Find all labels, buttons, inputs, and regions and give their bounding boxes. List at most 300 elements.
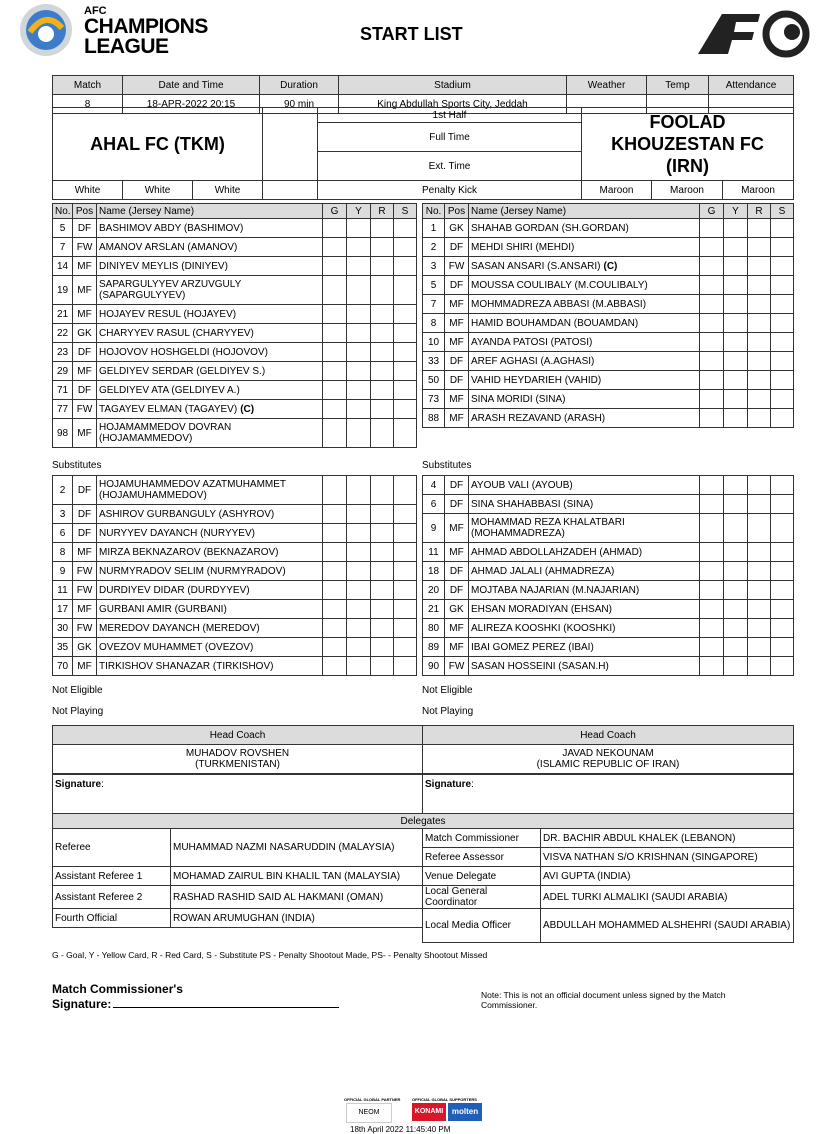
player-position: FW <box>445 257 469 276</box>
player-row <box>53 362 417 381</box>
period-full-time: Full Time <box>318 123 582 152</box>
player-position: DF <box>445 352 469 371</box>
player-name-cell <box>469 638 700 657</box>
home-team-name: AHAL FC (TKM) <box>53 108 263 181</box>
player-name-cell <box>97 638 323 657</box>
player-number: 2 <box>53 476 73 505</box>
player-row <box>53 581 417 600</box>
head-coach-table <box>52 725 794 774</box>
mc-signature-label <box>52 982 339 1012</box>
away-starters-table <box>422 203 794 428</box>
stat-yellow-cell <box>724 333 748 352</box>
home-score-box <box>263 108 318 181</box>
stat-goal-cell <box>323 343 347 362</box>
stat-red-cell <box>371 657 394 676</box>
stat-sub-cell <box>771 619 794 638</box>
cl-wordmark-small: AFC <box>84 5 107 17</box>
stat-sub-cell <box>394 657 417 676</box>
player-name-cell <box>97 657 323 676</box>
player-name-cell <box>469 333 700 352</box>
official-role-referee: Referee <box>53 829 171 867</box>
player-name-cell <box>97 600 323 619</box>
sponsor-neom-text: NEOM <box>358 1109 380 1116</box>
away-team-line2: KHOUZESTAN FC <box>611 134 764 154</box>
stat-red-cell <box>748 371 771 390</box>
player-position: MF <box>73 543 97 562</box>
player-name: HOJOVOV HOSHGELDI (HOJOVOV) <box>99 346 268 358</box>
official-role-ar1: Assistant Referee 1 <box>53 867 171 886</box>
player-position: FW <box>73 619 97 638</box>
stat-sub-cell <box>394 219 417 238</box>
stat-sub-cell <box>394 238 417 257</box>
player-row <box>423 219 794 238</box>
stat-yellow-cell <box>724 619 748 638</box>
stat-goal-cell <box>323 238 347 257</box>
stat-red-cell <box>748 295 771 314</box>
official-name-fourth: ROWAN ARUMUGHAN (INDIA) <box>171 909 423 928</box>
stat-sub-cell <box>771 257 794 276</box>
player-name: VAHID HEYDARIEH (VAHID) <box>471 374 602 386</box>
stat-sub-cell <box>394 524 417 543</box>
stat-goal-cell <box>700 390 724 409</box>
stat-goal-cell <box>323 400 347 419</box>
col-header: Pos <box>445 204 469 219</box>
stat-red-cell <box>371 419 394 448</box>
stat-yellow-cell <box>347 600 371 619</box>
stat-red-cell <box>748 514 771 543</box>
official-name-referee: MUHAMMAD NAZMI NASARUDDIN (MALAYSIA) <box>171 829 423 867</box>
cl-wordmark-line1: CHAMPIONS <box>84 15 208 38</box>
stat-red-cell <box>371 638 394 657</box>
player-number: 7 <box>423 295 445 314</box>
player-name: HOJAMAMMEDOV DOVRAN (HOJAMAMMEDOV) <box>99 422 232 444</box>
away-coach-country: (ISLAMIC REPUBLIC OF IRAN) <box>536 759 680 770</box>
col-header: G <box>700 204 724 219</box>
player-position: MF <box>445 543 469 562</box>
player-row <box>53 381 417 400</box>
sponsor-tag-supporters: OFFICIAL GLOBAL SUPPORTERS <box>412 1097 477 1102</box>
delegate-role-vd: Venue Delegate <box>423 867 541 886</box>
stat-red-cell <box>371 581 394 600</box>
stat-red-cell <box>748 600 771 619</box>
stat-yellow-cell <box>724 295 748 314</box>
player-name: SAPARGULYYEV ARZUVGULY (SAPARGULYYEV) <box>99 279 242 301</box>
player-name: AHMAD ABDOLLAHZADEH (AHMAD) <box>471 546 643 558</box>
stat-goal-cell <box>700 352 724 371</box>
home-subs-table <box>52 475 417 676</box>
player-position: MF <box>445 638 469 657</box>
player-position: MF <box>445 409 469 428</box>
stat-yellow-cell <box>724 409 748 428</box>
player-name-cell <box>469 409 700 428</box>
player-number: 80 <box>423 619 445 638</box>
player-name-cell <box>469 257 700 276</box>
player-position: GK <box>445 600 469 619</box>
player-name-cell <box>97 581 323 600</box>
stat-goal-cell <box>700 543 724 562</box>
player-number: 98 <box>53 419 73 448</box>
player-name-cell <box>97 419 323 448</box>
home-signature-cell[interactable]: Signature: <box>53 775 423 814</box>
away-head-coach <box>423 745 794 774</box>
player-position: MF <box>73 657 97 676</box>
mc-signature-field[interactable] <box>113 1007 339 1008</box>
player-row <box>53 419 417 448</box>
stat-red-cell <box>371 476 394 505</box>
official-role-ar2: Assistant Referee 2 <box>53 886 171 909</box>
player-row <box>53 400 417 419</box>
stat-yellow-cell <box>347 219 371 238</box>
sponsor-konami-text: KONAMI <box>414 1108 444 1115</box>
player-position: MF <box>73 276 97 305</box>
home-head-coach <box>53 745 423 774</box>
player-name: AMANOV ARSLAN (AMANOV) <box>99 241 238 253</box>
stat-yellow-cell <box>724 514 748 543</box>
player-name: GURBANI AMIR (GURBANI) <box>99 603 227 615</box>
player-position: DF <box>73 524 97 543</box>
afc-cl-logo <box>16 2 76 58</box>
player-row <box>423 543 794 562</box>
stat-goal-cell <box>700 514 724 543</box>
player-name: SINA MORIDI (SINA) <box>471 393 566 405</box>
delegates-empty-cell <box>53 928 423 943</box>
player-number: 35 <box>53 638 73 657</box>
stat-goal-cell <box>700 371 724 390</box>
player-name: DURDIYEV DIDAR (DURDYYEV) <box>99 584 250 596</box>
stat-red-cell <box>748 638 771 657</box>
stat-yellow-cell <box>347 400 371 419</box>
player-name: NURYYEV DAYANCH (NURYYEV) <box>99 527 255 539</box>
player-number: 11 <box>423 543 445 562</box>
col-header: Name (Jersey Name) <box>97 204 323 219</box>
stat-sub-cell <box>771 562 794 581</box>
player-position: MF <box>73 600 97 619</box>
player-number: 10 <box>423 333 445 352</box>
player-name: MIRZA BEKNAZAROV (BEKNAZAROV) <box>99 546 279 558</box>
stat-goal-cell <box>323 505 347 524</box>
stat-goal-cell <box>323 638 347 657</box>
player-position: MF <box>445 390 469 409</box>
player-number: 1 <box>423 219 445 238</box>
away-subs-table <box>422 475 794 676</box>
player-row <box>53 276 417 305</box>
player-name: TAGAYEV ELMAN (TAGAYEV) <box>99 403 238 415</box>
player-name: HOJAYEV RESUL (HOJAYEV) <box>99 308 237 320</box>
player-name: AYANDA PATOSI (PATOSI) <box>471 336 593 348</box>
player-position: GK <box>445 219 469 238</box>
player-number: 8 <box>423 314 445 333</box>
home-not-playing: Not Playing <box>52 706 104 717</box>
stat-yellow-cell <box>724 581 748 600</box>
stat-yellow-cell <box>347 505 371 524</box>
stat-sub-cell <box>394 543 417 562</box>
player-position: DF <box>445 562 469 581</box>
home-substitutes-label: Substitutes <box>52 460 102 471</box>
stat-yellow-cell <box>347 343 371 362</box>
stat-red-cell <box>371 362 394 381</box>
player-position: MF <box>445 314 469 333</box>
player-name-cell <box>469 219 700 238</box>
player-name: SASAN ANSARI (S.ANSARI) <box>471 260 601 272</box>
player-number: 3 <box>423 257 445 276</box>
delegate-role-mc: Match Commissioner <box>423 829 541 848</box>
stat-red-cell <box>371 219 394 238</box>
player-name: ASHIROV GURBANGULY (ASHYROV) <box>99 508 275 520</box>
stat-sub-cell <box>771 333 794 352</box>
player-name-cell <box>469 314 700 333</box>
home-starters-table <box>52 203 417 448</box>
stat-sub-cell <box>771 295 794 314</box>
player-number: 89 <box>423 638 445 657</box>
stat-goal-cell <box>700 619 724 638</box>
stat-sub-cell <box>771 409 794 428</box>
player-position: FW <box>73 238 97 257</box>
player-name-cell <box>97 543 323 562</box>
stat-sub-cell <box>394 381 417 400</box>
player-name: MOHAMMAD REZA KHALATBARI (MOHAMMADREZA) <box>471 517 625 539</box>
sponsor-konami-logo <box>412 1103 446 1121</box>
col-header: G <box>323 204 347 219</box>
stat-sub-cell <box>394 476 417 505</box>
player-position: MF <box>73 362 97 381</box>
stat-yellow-cell <box>724 638 748 657</box>
stat-sub-cell <box>394 257 417 276</box>
stat-sub-cell <box>394 600 417 619</box>
cl-wordmark-line2: LEAGUE <box>84 35 169 58</box>
delegate-name-vd: AVI GUPTA (INDIA) <box>541 867 794 886</box>
stat-yellow-cell <box>724 219 748 238</box>
stat-yellow-cell <box>347 381 371 400</box>
player-number: 2 <box>423 238 445 257</box>
player-number: 6 <box>53 524 73 543</box>
stat-red-cell <box>371 276 394 305</box>
player-name-cell <box>97 381 323 400</box>
player-row <box>423 371 794 390</box>
player-position: DF <box>445 238 469 257</box>
away-substitutes-label: Substitutes <box>422 460 472 471</box>
away-coach-name: JAVAD NEKOUNAM <box>562 748 654 759</box>
player-name-cell <box>469 352 700 371</box>
stat-goal-cell <box>323 276 347 305</box>
stat-yellow-cell <box>724 257 748 276</box>
away-team-line1: FOOLAD <box>649 112 726 132</box>
stat-yellow-cell <box>347 324 371 343</box>
player-row <box>423 476 794 495</box>
player-name: BASHIMOV ABDY (BASHIMOV) <box>99 222 244 234</box>
player-number: 19 <box>53 276 73 305</box>
away-signature-cell[interactable]: Signature: <box>423 775 794 814</box>
player-name: SINA SHAHABBASI (SINA) <box>471 498 594 510</box>
captain-badge: (C) <box>603 260 618 272</box>
stat-red-cell <box>371 381 394 400</box>
stat-goal-cell <box>700 219 724 238</box>
player-position: DF <box>73 381 97 400</box>
player-number: 22 <box>53 324 73 343</box>
stat-sub-cell <box>771 238 794 257</box>
mc-signature-line2: Signature: <box>52 997 112 1011</box>
player-name-cell <box>469 619 700 638</box>
col-header: R <box>371 204 394 219</box>
delegates-header: Delegates <box>53 814 794 829</box>
player-position: MF <box>445 514 469 543</box>
stat-red-cell <box>371 238 394 257</box>
player-number: 6 <box>423 495 445 514</box>
player-name-cell <box>97 505 323 524</box>
player-position: GK <box>73 638 97 657</box>
player-row <box>53 505 417 524</box>
stat-goal-cell <box>700 295 724 314</box>
stat-sub-cell <box>771 495 794 514</box>
home-kit-1: White <box>53 181 123 200</box>
stat-sub-cell <box>771 314 794 333</box>
player-row <box>53 343 417 362</box>
player-name: GELDIYEV SERDAR (GELDIYEV S.) <box>99 365 266 377</box>
col-header: Name (Jersey Name) <box>469 204 700 219</box>
player-row <box>423 409 794 428</box>
player-name: OVEZOV MUHAMMET (OVEZOV) <box>99 641 254 653</box>
player-name: NURMYRADOV SELIM (NURMYRADOV) <box>99 565 286 577</box>
player-position: DF <box>445 276 469 295</box>
player-number: 21 <box>423 600 445 619</box>
player-name: HOJAMUHAMMEDOV AZATMUHAMMET (HOJAMUHAMMEDOV) <box>99 479 286 501</box>
stat-yellow-cell <box>724 495 748 514</box>
stat-sub-cell <box>394 581 417 600</box>
player-number: 71 <box>53 381 73 400</box>
player-name: IBAI GOMEZ PEREZ (IBAI) <box>471 641 594 653</box>
player-row <box>423 257 794 276</box>
stat-yellow-cell <box>347 543 371 562</box>
away-kit-1: Maroon <box>582 181 652 200</box>
player-position: MF <box>445 295 469 314</box>
stat-yellow-cell <box>724 562 748 581</box>
stat-yellow-cell <box>724 390 748 409</box>
player-number: 50 <box>423 371 445 390</box>
stat-sub-cell <box>771 638 794 657</box>
stat-sub-cell <box>771 390 794 409</box>
stat-sub-cell <box>394 276 417 305</box>
stat-yellow-cell <box>347 419 371 448</box>
player-name: DINIYEV MEYLIS (DINIYEV) <box>99 260 228 272</box>
stat-red-cell <box>748 409 771 428</box>
player-number: 8 <box>53 543 73 562</box>
delegate-role-lgc: Local General Coordinator <box>423 886 541 909</box>
label-stadium: Stadium <box>339 76 567 95</box>
match-duration: 90 min <box>260 95 339 114</box>
player-row <box>53 657 417 676</box>
stat-sub-cell <box>771 219 794 238</box>
stat-sub-cell <box>771 476 794 495</box>
player-position: MF <box>73 257 97 276</box>
away-head-coach-label: Head Coach <box>423 726 794 745</box>
home-kit-2: White <box>123 181 193 200</box>
label-temp: Temp <box>647 76 709 95</box>
player-row <box>53 600 417 619</box>
stat-red-cell <box>748 657 771 676</box>
player-position: MF <box>445 619 469 638</box>
stat-goal-cell <box>323 543 347 562</box>
col-header: Pos <box>73 204 97 219</box>
stat-goal-cell <box>700 581 724 600</box>
player-number: 17 <box>53 600 73 619</box>
signature-table <box>52 774 794 814</box>
official-name-ar2: RASHAD RASHID SAID AL HAKMANI (OMAN) <box>171 886 423 909</box>
stat-red-cell <box>371 505 394 524</box>
stat-red-cell <box>371 619 394 638</box>
col-header: S <box>394 204 417 219</box>
player-name-cell <box>97 238 323 257</box>
stat-sub-cell <box>771 543 794 562</box>
stat-red-cell <box>748 543 771 562</box>
player-name-cell <box>469 514 700 543</box>
cl-wordmark <box>84 6 208 57</box>
stat-yellow-cell <box>347 524 371 543</box>
col-header: R <box>748 204 771 219</box>
player-row <box>53 219 417 238</box>
stat-red-cell <box>371 400 394 419</box>
player-name-cell <box>97 257 323 276</box>
player-name-cell <box>469 238 700 257</box>
player-name: MEREDOV DAYANCH (MEREDOV) <box>99 622 260 634</box>
player-row <box>53 543 417 562</box>
player-row <box>423 333 794 352</box>
player-number: 20 <box>423 581 445 600</box>
stat-red-cell <box>748 219 771 238</box>
player-name-cell <box>97 343 323 362</box>
player-name: MEHDI SHIRI (MEHDI) <box>471 241 575 253</box>
player-name: ARASH REZAVAND (ARASH) <box>471 412 606 424</box>
player-name-cell <box>97 305 323 324</box>
player-number: 5 <box>423 276 445 295</box>
player-number: 88 <box>423 409 445 428</box>
player-row <box>423 495 794 514</box>
player-name-cell <box>469 657 700 676</box>
away-team-line3: (IRN) <box>666 156 710 176</box>
player-name-cell <box>469 371 700 390</box>
stat-yellow-cell <box>724 371 748 390</box>
stat-yellow-cell <box>724 657 748 676</box>
player-name-cell <box>97 619 323 638</box>
player-row <box>423 562 794 581</box>
player-number: 30 <box>53 619 73 638</box>
home-penalty-box <box>263 181 318 200</box>
player-name: GELDIYEV ATA (GELDIYEV A.) <box>99 384 240 396</box>
stat-goal-cell <box>700 276 724 295</box>
afc-logo <box>696 10 811 58</box>
stat-red-cell <box>748 495 771 514</box>
sponsor-molten-text: molten <box>451 1107 479 1116</box>
stat-red-cell <box>748 619 771 638</box>
player-name: SHAHAB GORDAN (SH.GORDAN) <box>471 222 629 234</box>
stat-sub-cell <box>394 343 417 362</box>
stat-yellow-cell <box>347 276 371 305</box>
col-header: No. <box>423 204 445 219</box>
stat-sub-cell <box>394 324 417 343</box>
player-name: MOUSSA COULIBALY (M.COULIBALY) <box>471 279 648 291</box>
delegate-role-ra: Referee Assessor <box>423 848 541 867</box>
player-name-cell <box>469 295 700 314</box>
delegate-name-lgc: ADEL TURKI ALMALIKI (SAUDI ARABIA) <box>541 886 794 909</box>
stat-goal-cell <box>323 257 347 276</box>
stat-yellow-cell <box>724 238 748 257</box>
away-not-eligible: Not Eligible <box>422 685 473 696</box>
player-name-cell <box>97 276 323 305</box>
player-row <box>423 314 794 333</box>
player-name-cell <box>469 390 700 409</box>
captain-badge: (C) <box>240 403 255 415</box>
stat-sub-cell <box>771 276 794 295</box>
player-number: 9 <box>53 562 73 581</box>
stat-yellow-cell <box>724 276 748 295</box>
